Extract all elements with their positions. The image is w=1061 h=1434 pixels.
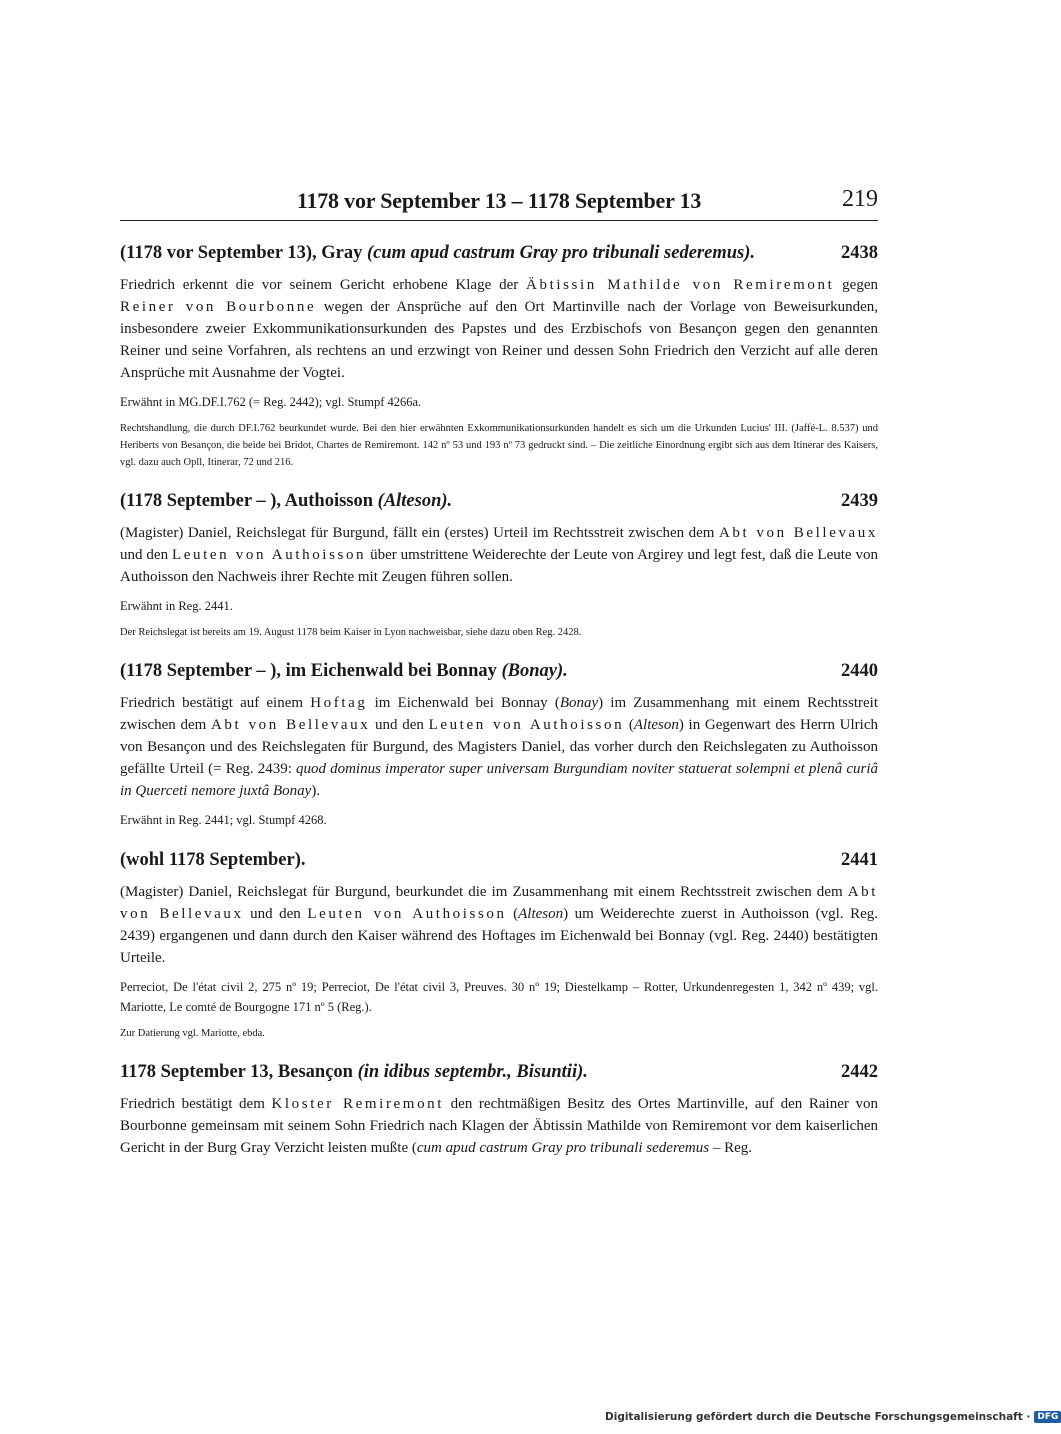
entry-reference: Perreciot, De l'état civil 2, 275 nº 19; Perreciot, De l'état civil 3, Preuves. 30 nº 19; Diestelkamp – Rotter, Urkundenregesten 1, 342 nº 439; vgl. Mariotte, Le comté de Bourgogne 171 nº 5 (Reg.).	[120, 980, 878, 1014]
entry-heading	[120, 491, 878, 512]
entry-summary: (Magister) Daniel, Reichslegat für Burgund, fällt ein (erstes) Urteil im Rechtsstreit zwischen dem Abt von Bellevaux und den Leuten von Authoisson über umstrittene Weiderechte der Leute von Argirey und legt fest, daß die Leute von Authoisson den Nachweis ihrer Rechte mit Zeugen führen sollen.	[120, 525, 879, 585]
entry-heading	[120, 243, 878, 264]
entry-note: Rechtshandlung, die durch DF.I.762 beurkundet wurde. Bei den hier erwähnten Exkommunikationsurkunden handelt es sich um die Urkunden Lucius' III. (Jaffé-L. 8.537) und Heriberts von Besançon, die beide bei Bridot, Chartes de Remiremont. 142 nº 53 und 193 nº 73 gedruckt sind. – Die zeitliche Einordnung ergibt sich aus dem Itinerar des Kaisers, vgl. dazu auch Opll, Itinerar, 72 und 216.	[120, 423, 878, 468]
spaced-name: Reiner von Bourbonne	[120, 299, 317, 315]
regest-entry-2439	[120, 491, 878, 641]
entry-heading	[120, 661, 878, 682]
entry-number: 2438	[841, 243, 878, 263]
spaced-name: Hoftag	[310, 695, 368, 711]
entry-date-place: (1178 September – ), Authoisson (Alteson).	[120, 491, 453, 511]
entry-date-place: (1178 September – ), im Eichenwald bei Bonnay (Bonay).	[120, 661, 568, 681]
spaced-name: Abt von Bellevaux	[718, 525, 879, 541]
spaced-name: Äbtissin Mathilde von Remiremont	[526, 277, 835, 293]
entry-latin-quote: (cum apud castrum Gray pro tribunali sederemus).	[366, 243, 756, 263]
entry-number: 2441	[841, 850, 878, 870]
latin-quote: quod dominus imperator super universam Burgundiam noviter statuerat solempni et plenâ curiâ in Querceti nemore juxtâ Bonay	[120, 761, 878, 799]
running-head	[120, 186, 878, 221]
spaced-name: Abt von Bellevaux	[120, 884, 878, 922]
entry-note: Der Reichslegat ist bereits am 19. August 1178 beim Kaiser in Lyon nachweisbar, siehe dazu oben Reg. 2428.	[120, 627, 582, 638]
entry-date-place: (wohl 1178 September).	[120, 850, 306, 870]
page-title: 1178 vor September 13 – 1178 September 13	[296, 188, 702, 213]
spaced-name: Leuten von Authoisson	[172, 547, 367, 563]
entry-latin-quote: (Alteson).	[377, 491, 453, 511]
entry-latin-quote: (Bonay).	[501, 661, 568, 681]
regest-entry-2438	[120, 243, 878, 471]
entry-note: Zur Datierung vgl. Mariotte, ebda.	[120, 1028, 265, 1039]
entry-reference: Erwähnt in Reg. 2441; vgl. Stumpf 4268.	[120, 813, 327, 827]
latin-quote: cum apud castrum Gray pro tribunali sederemus	[416, 1140, 710, 1156]
entry-reference: Erwähnt in MG.DF.I.762 (= Reg. 2442); vgl. Stumpf 4266a.	[120, 395, 422, 409]
spaced-name: Leuten von Authoisson	[428, 717, 625, 733]
entry-date-place: (1178 vor September 13), Gray (cum apud castrum Gray pro tribunali sederemus).	[120, 243, 756, 263]
entry-summary: Friedrich erkennt die vor seinem Gericht erhobene Klage der Äbtissin Mathilde von Remiremont gegen Reiner von Bourbonne wegen der Ansprüche auf den Ort Martinville nach der Vorlage von Beweisurkunden, insbesondere zweier Exkommunikationsurkunden des Papstes und des Erzbischofs von Besançon gegen den genannten Reiner und seine Vorfahren, als rechtens an und erzwingt von Reiner und dessen Sohn Friedrich den Verzicht auf alle deren Ansprüche mit Ausnahme der Vogtei.	[120, 277, 878, 381]
entry-number: 2439	[841, 491, 878, 511]
dfg-logo: DFG	[1034, 1411, 1061, 1423]
entry-number: 2440	[841, 661, 878, 681]
entry-reference: Erwähnt in Reg. 2441.	[120, 599, 233, 613]
regest-entry-2440	[120, 661, 878, 830]
entry-heading	[120, 850, 878, 871]
entry-latin-quote: (in idibus septembr., Bisuntii).	[357, 1062, 588, 1082]
funding-footer	[605, 1411, 1061, 1423]
entry-heading	[120, 1062, 878, 1083]
entry-date-place: 1178 September 13, Besançon (in idibus septembr., Bisuntii).	[120, 1062, 588, 1082]
document-page	[120, 186, 878, 1167]
page-number: 219	[842, 186, 878, 212]
entry-summary: Friedrich bestätigt auf einem Hoftag im Eichenwald bei Bonnay (Bonay) im Zusammenhang mit einem Rechtsstreit zwischen dem Abt von Bellevaux und den Leuten von Authoisson (Alteson) in Gegenwart des Herrn Ulrich von Besançon und des Reichslegaten für Burgund, des Magisters Daniel, das vorher durch den Reichslegaten zu Authoisson gefällte Urteil (= Reg. 2439: quod dominus imperator super universam Burgundiam noviter statuerat solempni et plenâ curiâ in Querceti nemore juxtâ Bonay).	[120, 695, 879, 799]
entry-number: 2442	[841, 1062, 878, 1082]
regest-entry-2442	[120, 1062, 878, 1159]
spaced-name: Kloster Remiremont	[271, 1096, 445, 1112]
entry-summary: Friedrich bestätigt dem Kloster Remiremont den rechtmäßigen Besitz des Ortes Martinville, auf den Rainer von Bourbonne gemeinsam mit seinem Sohn Friedrich nach Klagen der Äbtissin Mathilde von Remiremont vor dem kaiserlichen Gericht in der Burg Gray Verzicht leisten mußte (cum apud castrum Gray pro tribunali sederemus – Reg.	[120, 1096, 878, 1156]
entry-summary: (Magister) Daniel, Reichslegat für Burgund, beurkundet die im Zusammenhang mit einem Rechtsstreit zwischen dem Abt von Bellevaux und den Leuten von Authoisson (Alteson) um Weiderechte zuerst in Authoisson (vgl. Reg. 2439) ergangenen und dann durch den Kaiser während des Hoftages im Eichenwald bei Bonnay (vgl. Reg. 2440) bestätigten Urteile.	[120, 884, 878, 966]
spaced-name: Abt von Bellevaux	[211, 717, 371, 733]
funding-text: Digitalisierung gefördert durch die Deutsche Forschungsgemeinschaft ·	[605, 1411, 1031, 1423]
regest-entry-2441	[120, 850, 878, 1042]
spaced-name: Leuten von Authoisson	[307, 906, 507, 922]
